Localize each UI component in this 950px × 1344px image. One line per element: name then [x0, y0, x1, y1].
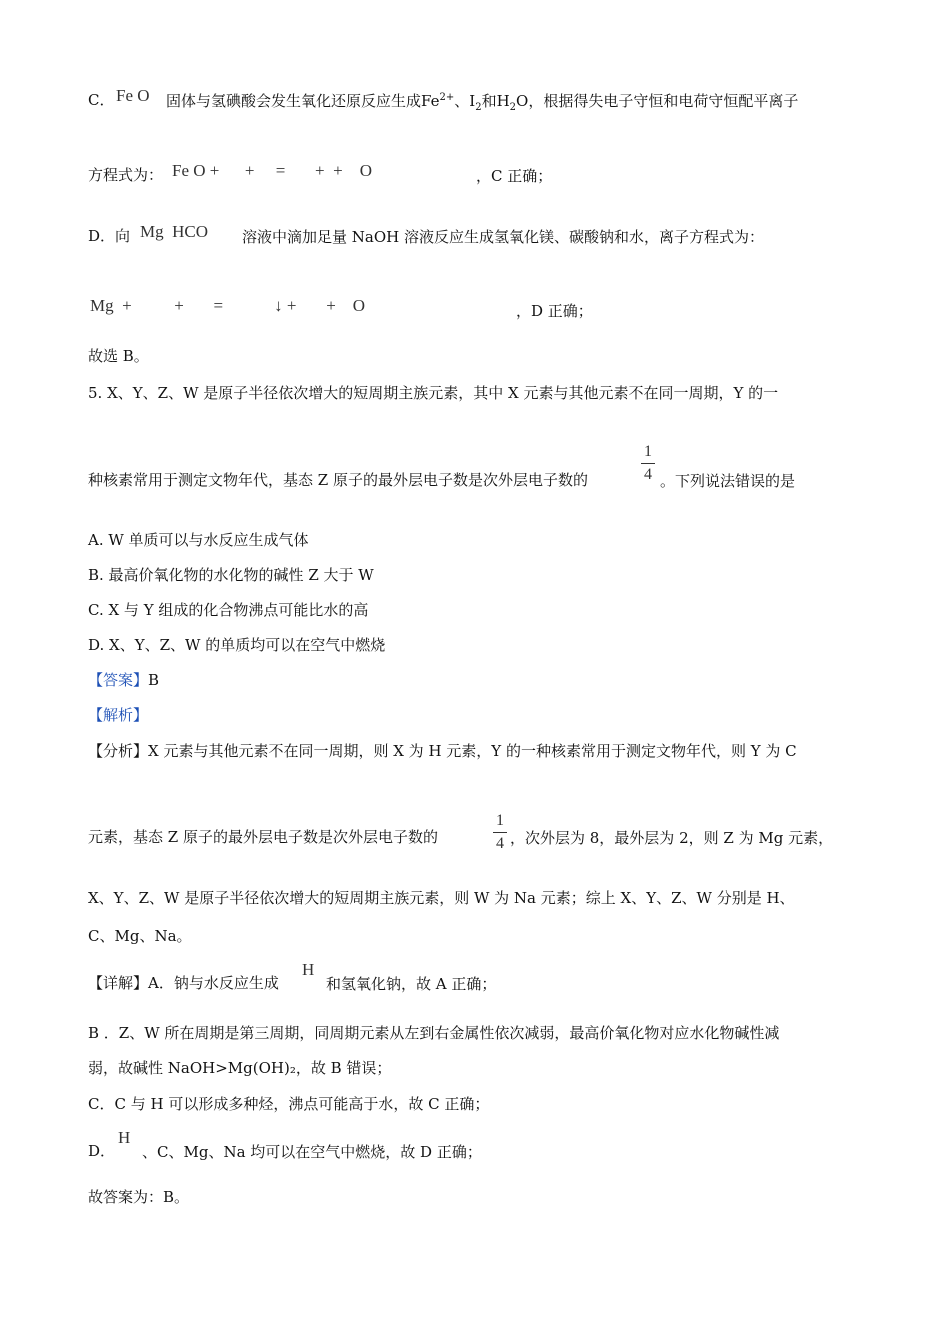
analysis-label: 【解析】 — [88, 706, 149, 724]
fenxi-text1: X 元素与其他元素不在同一周期，则 X 为 H 元素，Y 的一种核素常用于测定文物年代，则 Y 为 C — [148, 742, 797, 760]
xiangjie-b2: 弱，故碱性 NaOH>Mg(OH)₂，故 B 错误； — [88, 1059, 392, 1077]
h-sub: 2 — [509, 102, 517, 113]
fenxi-line4: C、Mg、Na。 — [88, 927, 192, 945]
fe-symbol: Fe — [421, 92, 440, 110]
q5-line2a: 种核素常用于测定文物年代，基态 Z 原子的最外层电子数是次外层电子数的 — [88, 471, 588, 489]
option-d-label: D．向 — [88, 227, 131, 245]
q5-fraction — [641, 443, 655, 484]
fenxi-fraction-num: 1 — [496, 812, 504, 829]
xiangjie-d2: 、C、Mg、Na 均可以在空气中燃烧，故 D 正确； — [142, 1143, 482, 1161]
i-symbol: I — [469, 92, 476, 110]
answer-value: B — [148, 671, 160, 689]
option-d-result: ，D 正确； — [516, 302, 593, 320]
fenxi-line2b: ，次外层为 8，最外层为 2，则 Z 为 Mg 元素， — [510, 829, 834, 847]
option-c-text3: 方程式为： — [88, 166, 164, 184]
select-b-text: 故选 B。 — [88, 347, 149, 365]
xiangjie-label: 【详解】 — [88, 974, 149, 992]
option-c-line2 — [88, 165, 163, 185]
option-d-equation: Mg + + = ↓ + + O — [90, 296, 366, 315]
fenxi-fraction — [493, 812, 507, 853]
mg-hco3-formula: Mg HCO — [140, 222, 209, 241]
option-c-text — [166, 90, 798, 113]
h-symbol: H — [496, 92, 510, 110]
xiangjie-b1: B ．Z、W 所在周期是第三周期，同周期元素从左到右金属性依次减弱，最高价氧化物对应水化物碱性减 — [88, 1024, 780, 1042]
h2-formula-a: H — [302, 960, 315, 979]
xiangjie-c: C．C 与 H 可以形成多种烃，沸点可能高于水，故 C 正确； — [88, 1095, 490, 1113]
sep: 、 — [454, 92, 470, 110]
xiangjie-d1: D． — [88, 1142, 116, 1160]
fenxi-fraction-den: 4 — [496, 835, 504, 852]
answer-line — [88, 670, 159, 690]
q5-line1: 5. X、Y、Z、W 是原子半径依次增大的短周期主族元素，其中 X 元素与其他元素不在同一周期，Y 的一 — [88, 384, 779, 402]
q5-option-a: A. W 单质可以与水反应生成气体 — [88, 531, 309, 549]
fraction-bar — [493, 832, 507, 833]
option-c-result: ，C 正确； — [476, 167, 553, 185]
o-symbol: O — [516, 92, 529, 110]
q5-option-c: C. X 与 Y 组成的化合物沸点可能比水的高 — [88, 601, 369, 619]
fenxi-line2a: 元素，基态 Z 原子的最外层电子数是次外层电子数的 — [88, 828, 438, 846]
option-c-equation: Fe O + + = + + O — [172, 161, 372, 180]
option-c-text2: ，根据得失电子守恒和电荷守恒配平离子 — [528, 92, 799, 110]
and-text: 和 — [481, 92, 497, 110]
h2-formula-d: H — [118, 1128, 131, 1147]
fraction-bar — [641, 463, 655, 464]
xiangjie-a1: A．钠与水反应生成 — [148, 974, 279, 992]
i-sub: 2 — [475, 102, 482, 113]
option-d-text1: 溶液中滴加足量 NaOH 溶液反应生成氢氧化镁、碳酸钠和水，离子方程式为： — [242, 228, 764, 246]
final-answer: 故答案为：B。 — [88, 1188, 190, 1206]
q5-line2b: 。下列说法错误的是 — [660, 472, 796, 490]
fe-charge: 2+ — [439, 92, 455, 103]
q5-option-b: B. 最高价氧化物的水化物的碱性 Z 大于 W — [88, 566, 374, 584]
xiangjie-a2: 和氢氧化钠，故 A 正确； — [326, 975, 497, 993]
option-c-text1: 固体与氢碘酸会发生氧化还原反应生成 — [166, 92, 422, 110]
answer-label: 【答案】 — [88, 671, 149, 689]
fenxi-line1 — [88, 741, 797, 761]
fenxi-label: 【分析】 — [88, 742, 149, 760]
option-d-line1 — [88, 226, 130, 246]
fe-o-formula: Fe O — [116, 86, 150, 105]
q5-fraction-num: 1 — [644, 443, 652, 460]
fenxi-line3: X、Y、Z、W 是原子半径依次增大的短周期主族元素，则 W 为 Na 元素；综上 X、Y、Z、W 分别是 H、 — [88, 889, 795, 907]
option-c-label: C． — [88, 91, 115, 109]
q5-option-d: D. X、Y、Z、W 的单质均可以在空气中燃烧 — [88, 636, 386, 654]
xiangjie-d — [88, 1141, 115, 1161]
option-c-line1 — [88, 90, 114, 110]
q5-fraction-den: 4 — [644, 466, 652, 483]
xiangjie-a — [88, 973, 279, 993]
